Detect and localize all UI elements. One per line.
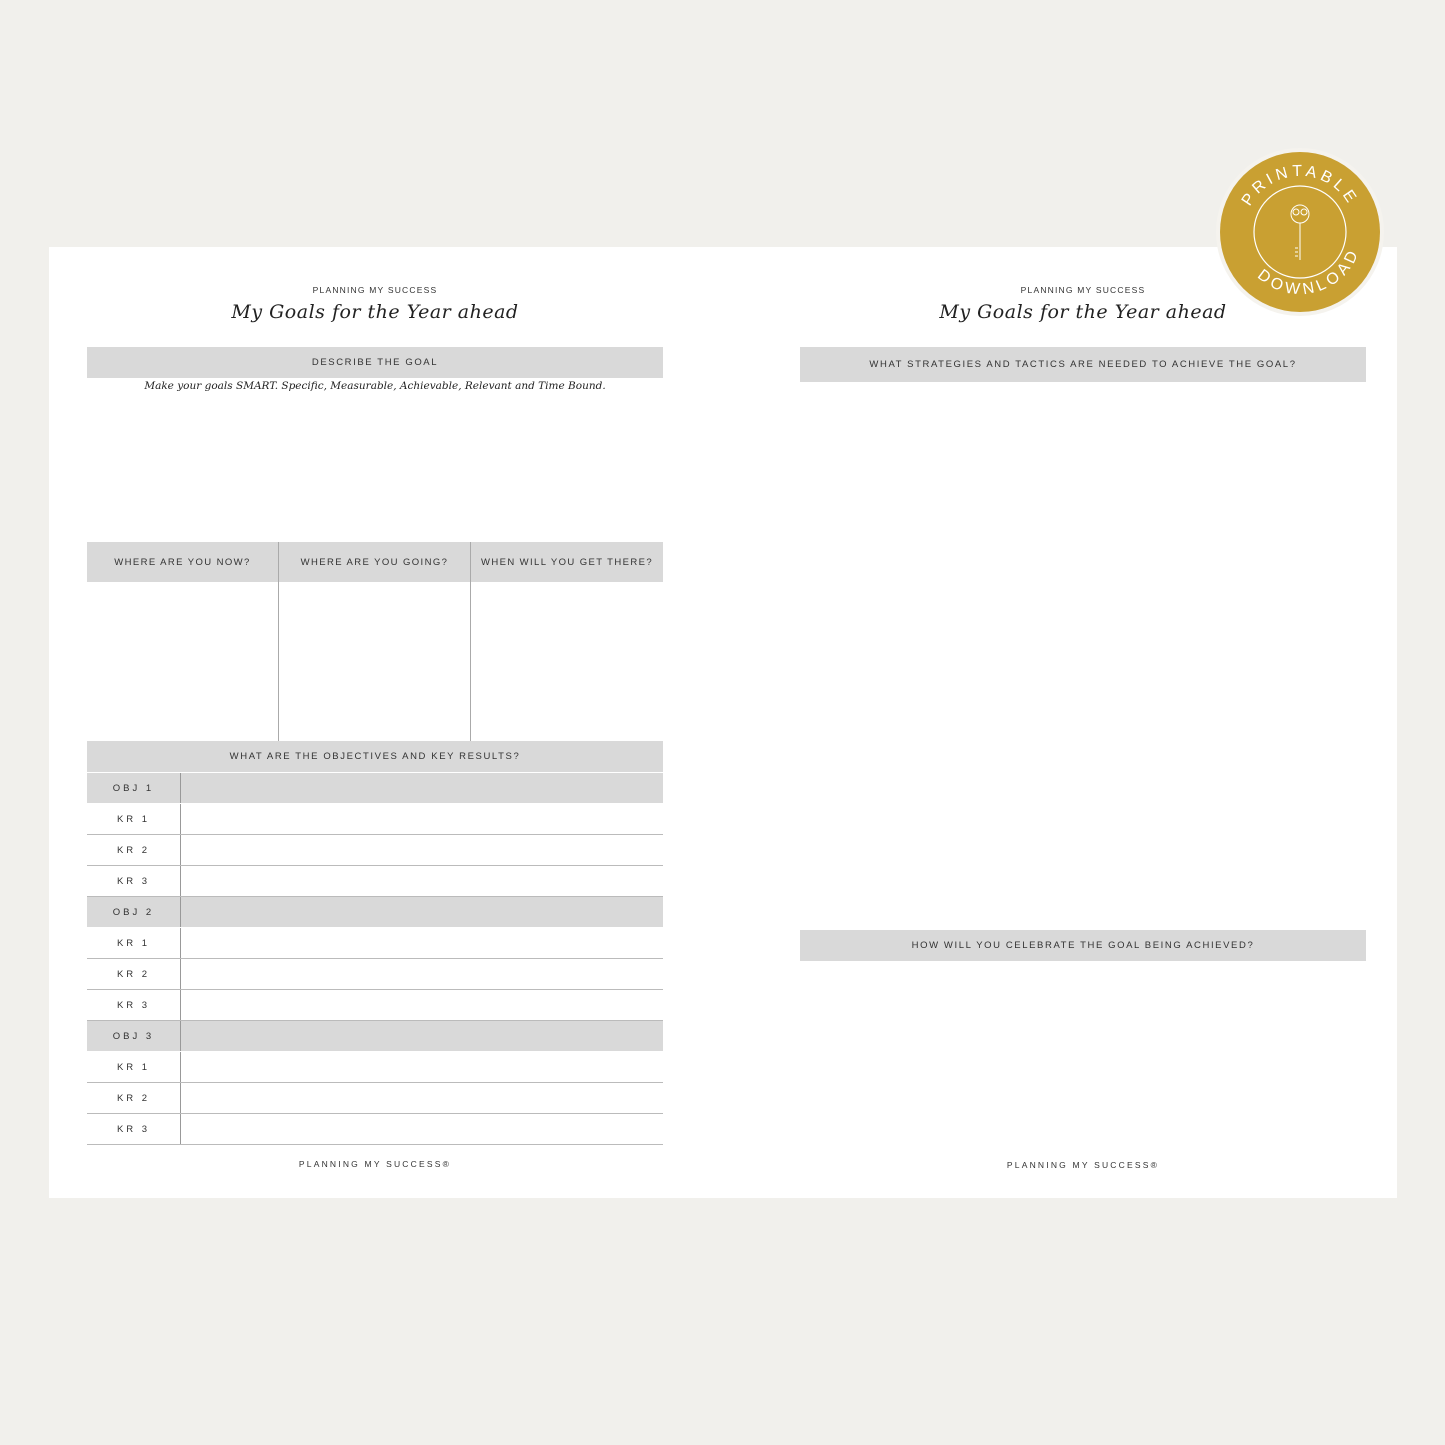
printable-download-badge [1216,148,1384,316]
okr-header: WHAT ARE THE OBJECTIVES AND KEY RESULTS? [87,741,663,772]
okr-row[interactable] [87,1083,663,1114]
row-label: KR 3 [87,1114,181,1144]
okr-table [87,773,663,1145]
row-label: KR 2 [87,959,181,989]
smart-hint: Make your goals SMART. Specific, Measurable, Achievable, Relevant and Time Bound. [144,380,606,392]
planner-spread [49,247,1397,1198]
row-label: OBJ 2 [87,897,181,927]
okr-row[interactable] [87,897,663,928]
column-header: WHERE ARE YOU NOW? [87,542,278,582]
okr-row[interactable] [87,773,663,804]
row-label: KR 2 [87,1083,181,1113]
page-title: My Goals for the Year ahead [231,301,519,323]
celebrate-area[interactable] [800,963,1366,1143]
strategies-area[interactable] [800,383,1366,923]
okr-row[interactable] [87,990,663,1021]
okr-row[interactable] [87,804,663,835]
row-label: KR 1 [87,1052,181,1082]
right-page [800,247,1366,1198]
describe-goal-area[interactable] [87,397,663,537]
okr-row[interactable] [87,1021,663,1052]
page-kicker: PLANNING MY SUCCESS [312,285,438,295]
okr-row[interactable] [87,1114,663,1145]
celebrate-header: HOW WILL YOU CELEBRATE THE GOAL BEING ACHIEVED? [800,930,1366,961]
row-label: OBJ 3 [87,1021,181,1051]
progress-columns [87,542,663,741]
left-page [87,247,663,1198]
svg-text:DOWNLOAD: DOWNLOAD [1254,245,1364,299]
row-label: OBJ 1 [87,773,181,803]
okr-row[interactable] [87,1052,663,1083]
describe-goal-header: DESCRIBE THE GOAL [87,347,663,378]
row-label: KR 2 [87,835,181,865]
okr-row[interactable] [87,866,663,897]
okr-row[interactable] [87,928,663,959]
row-label: KR 1 [87,928,181,958]
strategies-header: WHAT STRATEGIES AND TACTICS ARE NEEDED TO ACHIEVE THE GOAL? [800,347,1366,382]
row-label: KR 3 [87,990,181,1020]
column-now[interactable] [87,542,279,741]
okr-row[interactable] [87,959,663,990]
column-going[interactable] [279,542,471,741]
row-label: KR 1 [87,804,181,834]
page-footer: PLANNING MY SUCCESS® [298,1159,452,1169]
okr-row[interactable] [87,835,663,866]
column-when[interactable] [471,542,663,741]
page-kicker: PLANNING MY SUCCESS [1020,285,1146,295]
column-header: WHEN WILL YOU GET THERE? [471,542,663,582]
row-label: KR 3 [87,866,181,896]
page-title: My Goals for the Year ahead [939,301,1227,323]
column-header: WHERE ARE YOU GOING? [279,542,470,582]
svg-text:PRINTABLE: PRINTABLE [1238,162,1362,209]
page-footer: PLANNING MY SUCCESS® [1006,1160,1160,1170]
